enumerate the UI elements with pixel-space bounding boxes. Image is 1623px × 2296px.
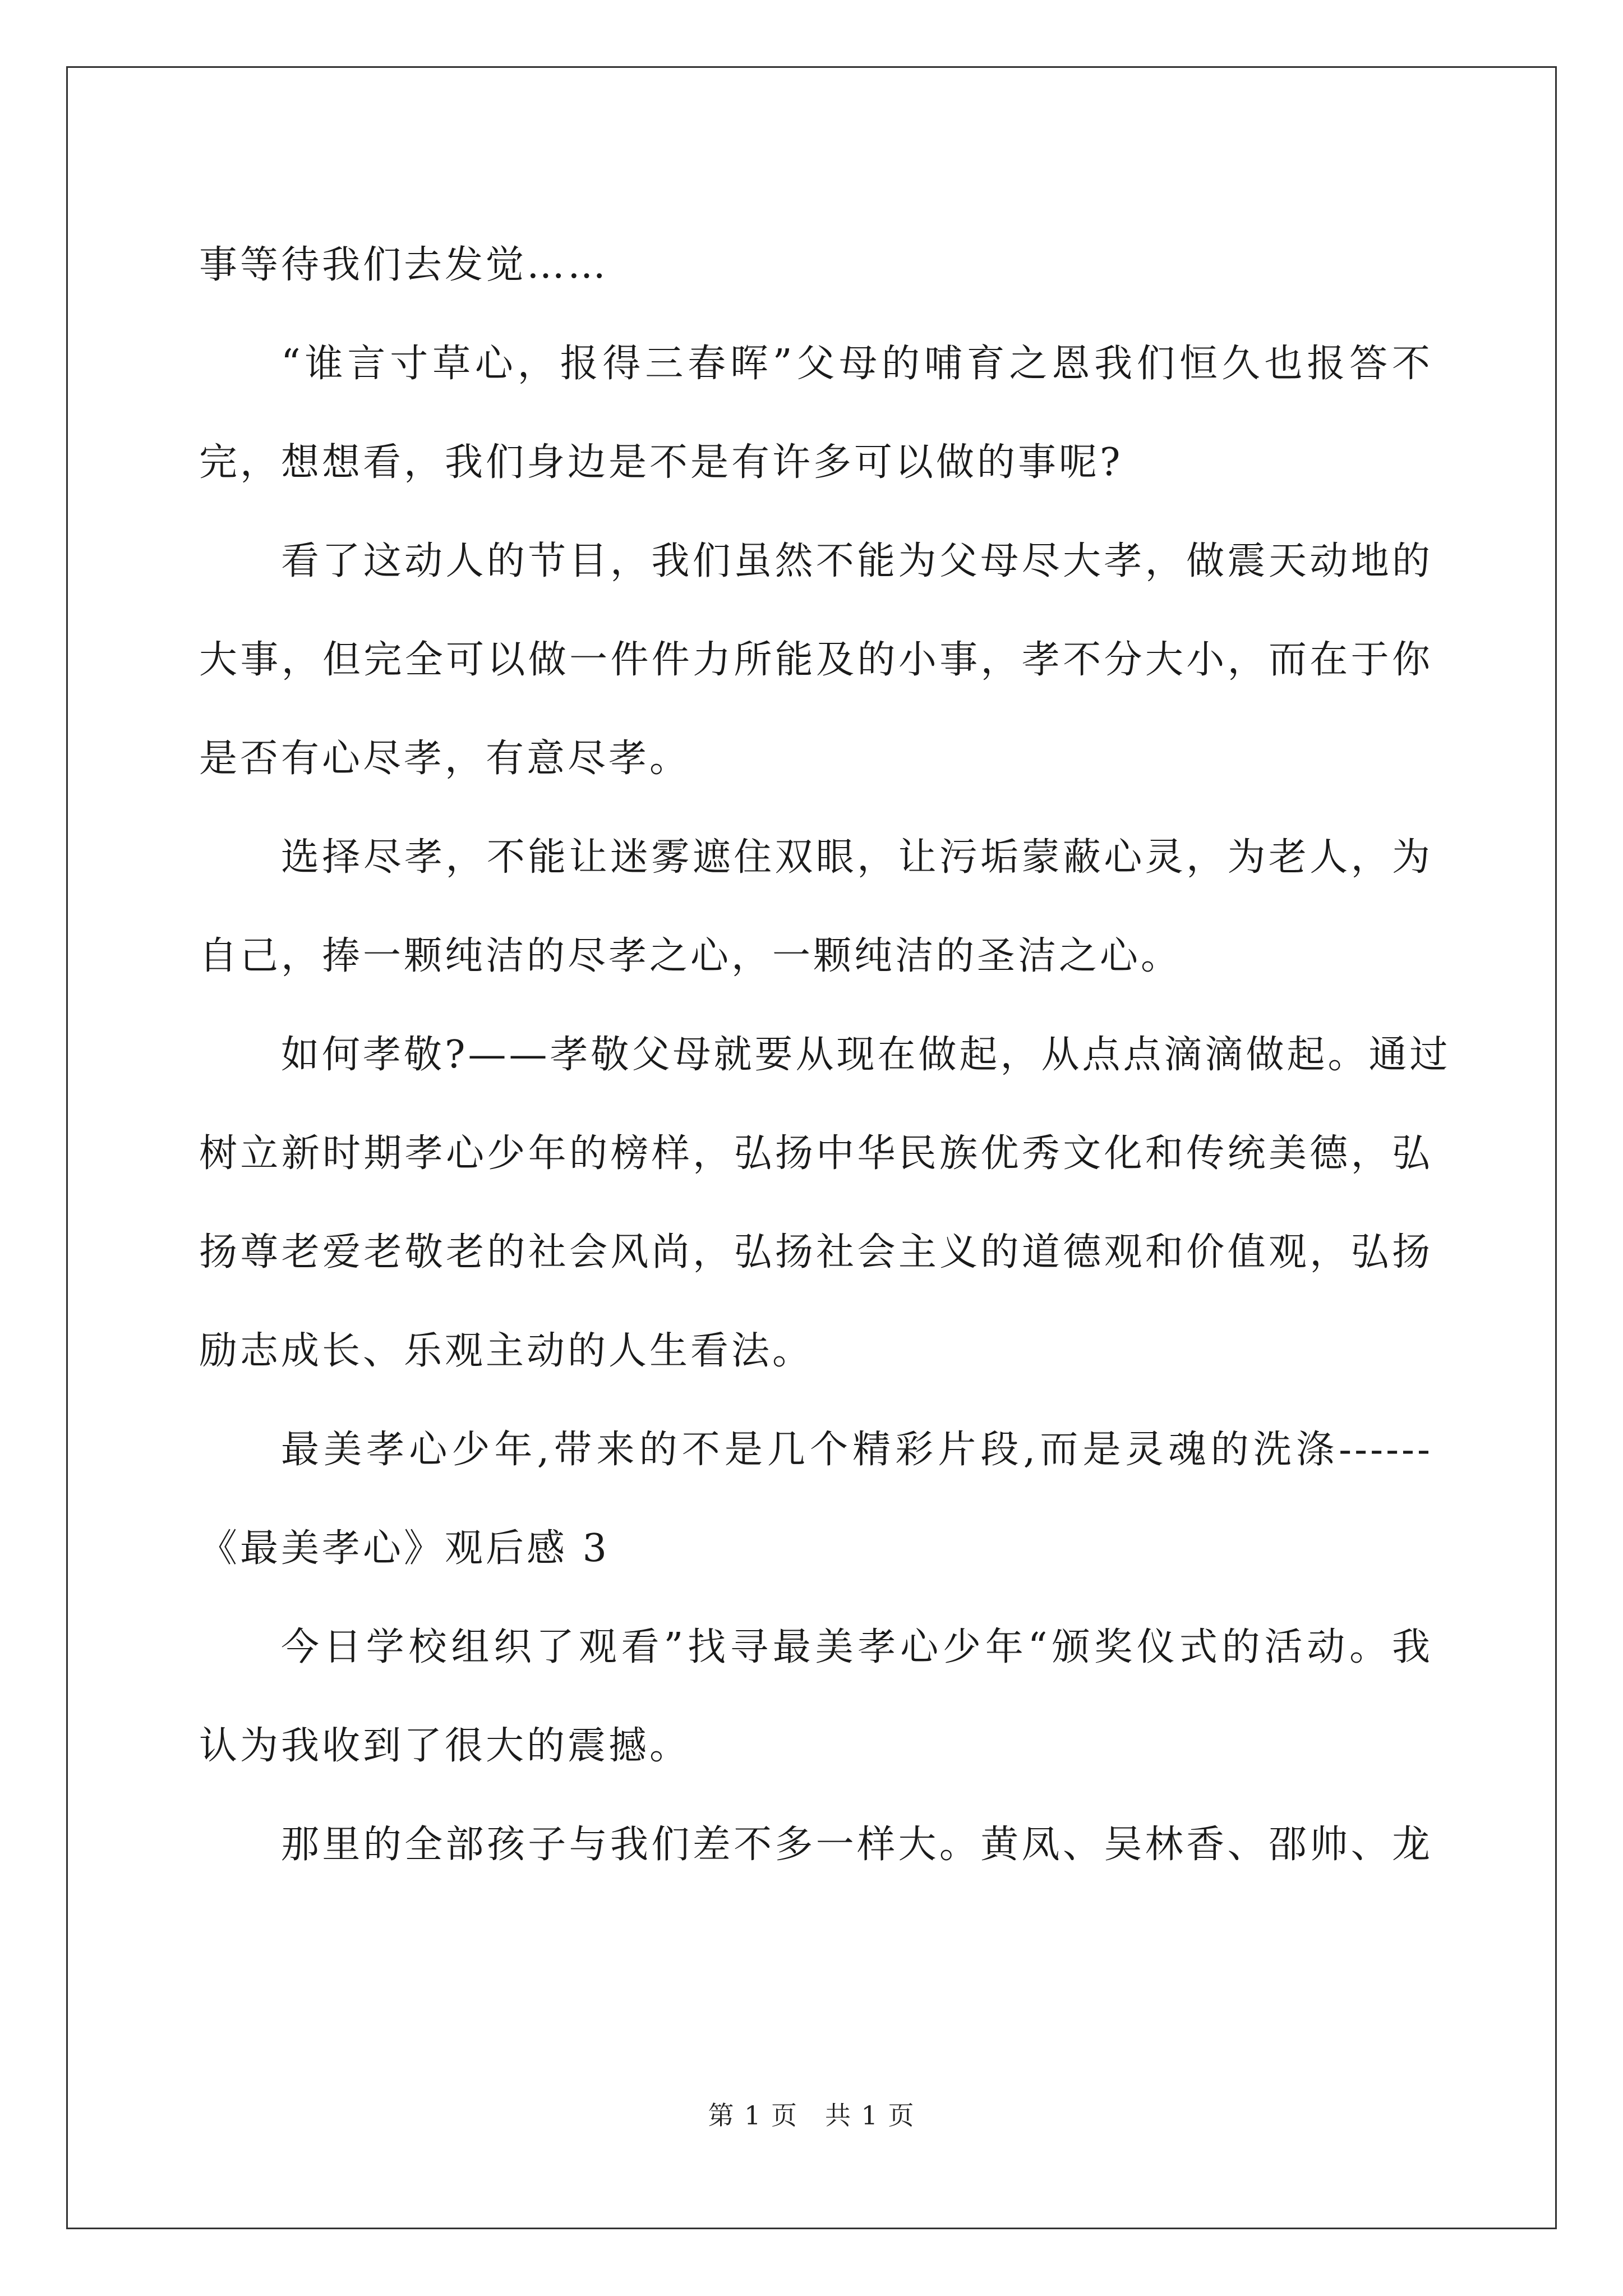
- text-line: 事等待我们去发觉……: [199, 243, 609, 287]
- text-line: “谁言寸草心，报得三春晖”父母的哺育之恩我们恒久也报答不: [281, 342, 1433, 386]
- text-line: 选择尽孝，不能让迷雾遮住双眼，让污垢蒙蔽心灵，为老人，为: [281, 835, 1433, 880]
- text-line: 如何孝敬?——孝敬父母就要从现在做起，从点点滴滴做起。通过: [281, 1033, 1451, 1077]
- text-line: 扬尊老爱老敬老的社会风尚，弘扬社会主义的道德观和价值观，弘扬: [199, 1230, 1433, 1274]
- document-body: [199, 216, 1451, 1894]
- text-line: 认为我收到了很大的震撼。: [199, 1724, 691, 1768]
- text-line: 最美孝心少年,带来的不是几个精彩片段,而是灵魂的洗涤------: [281, 1428, 1433, 1472]
- text-line: 那里的全部孩子与我们差不多一样大。黄凤、吴林香、邵帅、龙: [281, 1823, 1433, 1867]
- text-line: 树立新时期孝心少年的榜样，弘扬中华民族优秀文化和传统美德，弘: [199, 1131, 1433, 1176]
- text-line: 大事，但完全可以做一件件力所能及的小事，孝不分大小，而在于你: [199, 638, 1433, 682]
- text-line: 是否有心尽孝，有意尽孝。: [199, 737, 691, 781]
- text-line: 今日学校组织了观看”找寻最美孝心少年“颁奖仪式的活动。我: [281, 1625, 1433, 1669]
- text-line: 自己，捧一颗纯洁的尽孝之心，一颗纯洁的圣洁之心。: [199, 934, 1182, 978]
- text-line: 完，想想看，我们身边是不是有许多可以做的事呢?: [199, 440, 1123, 485]
- text-line: 励志成长、乐观主动的人生看法。: [199, 1329, 814, 1373]
- text-line: 看了这动人的节目，我们虽然不能为父母尽大孝，做震天动地的: [281, 539, 1433, 583]
- page-number-footer: 第 1 页 共 1 页: [708, 2100, 915, 2131]
- text-line: 《最美孝心》观后感 3: [199, 1526, 610, 1571]
